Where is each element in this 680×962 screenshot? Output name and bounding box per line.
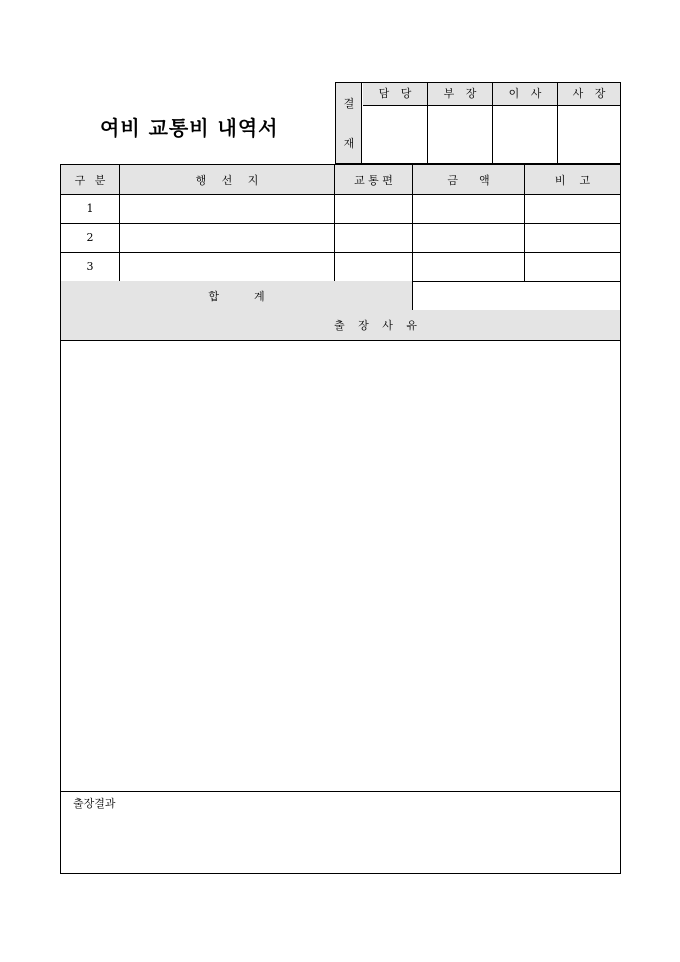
trip-result-label: 출장결과: [73, 797, 116, 810]
header-category: 구 분: [61, 165, 120, 194]
table-row: [61, 223, 620, 253]
row-destination-cell[interactable]: [120, 252, 335, 281]
trip-reason-label: 출 장 사 유: [334, 319, 417, 332]
approval-divider: [557, 83, 558, 163]
row-destination-cell[interactable]: [120, 194, 335, 223]
row-amount-cell[interactable]: [413, 252, 525, 281]
header-amount: 금 액: [413, 165, 525, 194]
total-amount-cell[interactable]: [413, 281, 620, 310]
row-destination-cell[interactable]: [120, 223, 335, 252]
header-destination: 행 선 지: [120, 165, 335, 194]
approval-side-top: 결: [343, 97, 355, 110]
approval-role-executive: 이 사: [493, 83, 557, 106]
row-number: 2: [61, 223, 120, 252]
approval-role-president: 사 장: [558, 83, 620, 106]
document-title: 여비 교통비 내역서: [100, 116, 279, 140]
approval-signature-director[interactable]: [428, 105, 492, 163]
row-amount-cell[interactable]: [413, 194, 525, 223]
row-transport-cell[interactable]: [335, 252, 413, 281]
row-remarks-cell[interactable]: [525, 194, 620, 223]
row-remarks-cell[interactable]: [525, 252, 620, 281]
approval-signature-manager[interactable]: [363, 105, 427, 163]
row-remarks-cell[interactable]: [525, 223, 620, 252]
row-number: 3: [61, 252, 120, 281]
expense-table: [60, 164, 621, 874]
table-row: [61, 194, 620, 224]
row-transport-cell[interactable]: [335, 223, 413, 252]
approval-signature-executive[interactable]: [493, 105, 557, 163]
approval-side-bottom: 재: [343, 137, 355, 150]
table-header-row: [61, 165, 620, 195]
row-number: 1: [61, 194, 120, 223]
approval-side-label: [336, 83, 362, 163]
trip-result-content[interactable]: [61, 811, 620, 871]
table-row: [61, 252, 620, 282]
approval-signature-president[interactable]: [558, 105, 620, 163]
approval-role-manager: 담 당: [363, 83, 427, 106]
trip-reason-header: [61, 310, 620, 341]
total-row: [61, 281, 620, 311]
approval-role-director: 부 장: [428, 83, 492, 106]
total-label: 합 계: [61, 281, 413, 310]
header-transport: 교 통 편: [335, 165, 413, 194]
approval-divider: [427, 83, 428, 163]
row-transport-cell[interactable]: [335, 194, 413, 223]
approval-divider: [492, 83, 493, 163]
trip-reason-area[interactable]: [61, 340, 620, 792]
row-amount-cell[interactable]: [413, 223, 525, 252]
approval-box: [335, 82, 621, 164]
header-remarks: 비 고: [554, 173, 591, 187]
trip-result-area[interactable]: [61, 791, 620, 873]
